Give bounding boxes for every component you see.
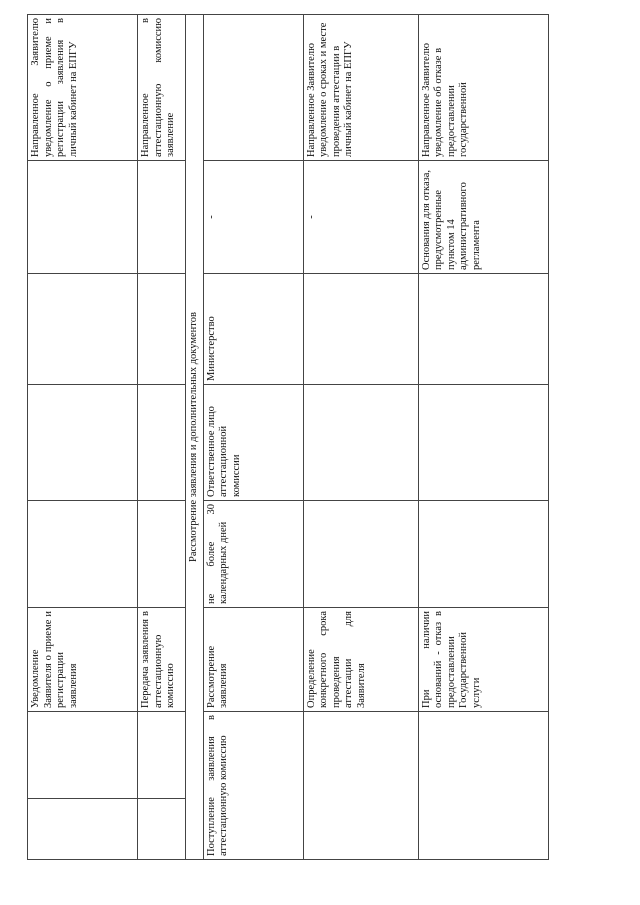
table-cell xyxy=(28,161,138,274)
action-cell: Определение конкретного срока проведения аттестации для Заявителя xyxy=(303,608,418,712)
table-cell xyxy=(418,274,548,385)
criteria-cell: Основания для отказа, предусмотренные пунктом 14 административного регламента xyxy=(418,161,548,274)
procedure-table xyxy=(27,14,549,860)
term-cell: не более 30 календарных дней xyxy=(203,501,303,608)
result-cell: Направленное в аттестационную комиссию заявление xyxy=(138,15,186,161)
table-cell xyxy=(138,161,186,274)
table-cell xyxy=(28,712,138,799)
table-cell xyxy=(203,15,303,161)
result-cell: Направленное Заявителю уведомление об отказе в предоставлении государственной xyxy=(418,15,548,161)
table-cell xyxy=(138,799,186,860)
table-cell xyxy=(138,385,186,501)
result-cell: Направленное Заявителю уведомление о сроках и месте проведения аттестации в личный кабинет на ЕПГУ xyxy=(303,15,418,161)
table-cell xyxy=(418,501,548,608)
section-title: Рассмотрение заявления и дополнительных документов xyxy=(186,15,204,860)
table-cell xyxy=(28,799,138,860)
basis-cell: Поступление заявления в аттестационную комиссию xyxy=(203,712,303,860)
criteria-cell: - xyxy=(203,161,303,274)
place-cell: Министерство xyxy=(203,274,303,385)
table-cell xyxy=(28,501,138,608)
action-cell: Рассмотрение заявления xyxy=(203,608,303,712)
table-cell xyxy=(28,274,138,385)
responsible-cell: Ответственное лицо аттестационной комиссии xyxy=(203,385,303,501)
table-cell xyxy=(303,712,418,860)
table-cell xyxy=(138,712,186,799)
table-cell xyxy=(138,501,186,608)
table-cell xyxy=(28,385,138,501)
table-row xyxy=(203,15,303,860)
table-row xyxy=(303,15,418,860)
table-row xyxy=(28,15,138,860)
table-cell xyxy=(303,274,418,385)
table-cell xyxy=(303,501,418,608)
action-cell: При наличии оснований - отказ в предоставлении Государственной услуги xyxy=(418,608,548,712)
table-row xyxy=(138,15,186,860)
section-header-row xyxy=(186,15,204,860)
criteria-cell: - xyxy=(303,161,418,274)
table-cell xyxy=(303,385,418,501)
table-cell xyxy=(418,712,548,860)
rotated-table-container xyxy=(27,15,582,860)
table-row xyxy=(418,15,548,860)
action-cell: Передача заявления в аттестационную комиссию xyxy=(138,608,186,712)
result-cell: Направленное Заявителю уведомление о приеме и регистрации заявления в личный кабинет на ЕПГУ xyxy=(28,15,138,161)
table-cell xyxy=(138,274,186,385)
table-cell xyxy=(418,385,548,501)
action-cell: Уведомление Заявителя о приеме и регистрации заявления xyxy=(28,608,138,712)
